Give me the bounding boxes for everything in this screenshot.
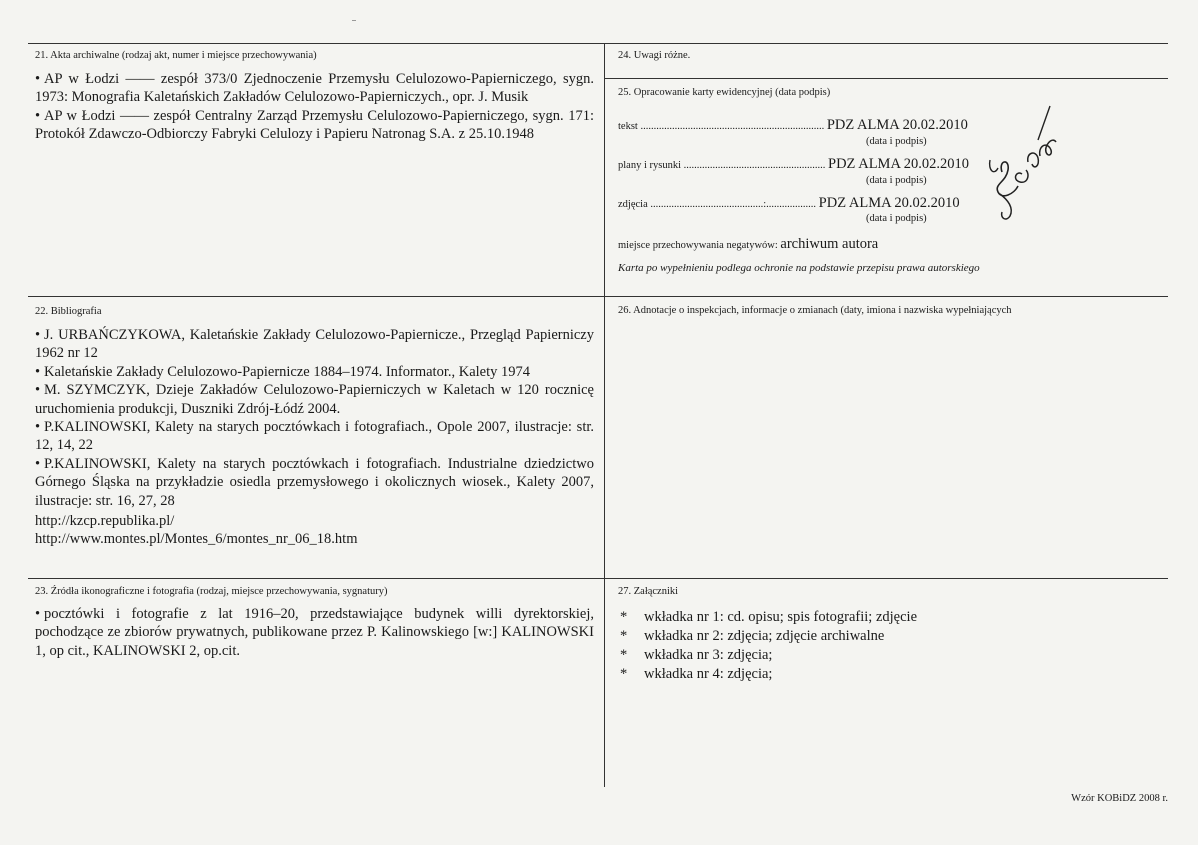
bibliography-item: • Kaletańskie Zakłady Celulozowo-Papiernicze 1884–1974. Informator., Kalety 1974 [35,363,531,380]
attachment-item: * wkładka nr 2: zdjęcia; zdjęcie archiwalne [620,628,885,644]
section-25-heading: 25. Opracowanie karty ewidencyjnej (data podpis) [618,87,831,98]
signature [980,100,1075,225]
section-21-body [35,70,594,144]
section-26-heading: 26. Adnotacje o inspekcjach, informacje o zmianach (daty, imiona i nazwiska wypełniających [618,305,1012,316]
divider-row2-row3 [28,578,1168,579]
section-23-body [35,605,594,660]
attachments-list [620,608,917,684]
form-template-label: Wzór KOBiDZ 2008 r. [1071,793,1168,804]
row-tekst: tekst ...................................................................... PDZ ALMA 20.02.2010 [618,117,968,133]
bibliography-item: • P.KALINOWSKI, Kalety na starych pocztówkach i fotografiach. Industrialne dziedzictwo Górnego Śląska na przykładzie osiedla przemysłowego i okolicznych wiosek., Kalety 2007, ilustracje: str. 16, 27, 28 [35,455,594,509]
bibliography-item: • J. URBAŃCZYKOWA, Kaletańskie Zakłady Celulozowo-Papiernicze., Przegląd Papierniczy 1962 nr 12 [35,327,594,362]
top-border [28,43,1168,44]
link-kzcp[interactable]: http://kzcp.republika.pl/ [35,513,175,529]
attachment-item: * wkładka nr 1: cd. opisu; spis fotografii; zdjęcie [620,609,918,625]
section-27-heading: 27. Załączniki [618,586,679,597]
divider-24-25 [604,78,1168,79]
archive-item: • AP w Łodzi —— zespół Centralny Zarząd Przemysłu Celulozowo-Papierniczego, sygn. 171: Protokół Zdawczo-Odbiorczy Fabryki Celulozy i Papieru Natronag S.A. z 25.10.1948 [35,107,594,143]
row-zdjecia: zdjęcia ...........................................:................... PDZ ALMA 20.02.2010 [618,195,960,211]
scan-mark [352,20,356,21]
caption-plany: (data i podpis) [866,175,927,186]
center-divider [604,43,605,787]
attachment-item: * wkładka nr 4: zdjęcia; [620,666,773,682]
archive-item: • AP w Łodzi —— zespół 373/0 Zjednoczenie Przemysłu Celulozowo-Papierniczego, sygn. 1973: Monografia Kaletańskich Zakładów Celulozowo-Papierniczych., opr. J. Musik [35,71,594,106]
caption-tekst: (data i podpis) [866,136,927,147]
section-21-heading: 21. Akta archiwalne (rodzaj akt, numer i miejsce przechowywania) [35,50,317,61]
section-22-heading: 22. Bibliografia [35,306,102,317]
section-24-heading: 24. Uwagi różne. [618,50,691,61]
bibliography-list [35,326,594,510]
divider-row1-row2 [28,296,1168,297]
negatives-location: miejsce przechowywania negatywów: archiwum autora [618,236,879,252]
attachment-item: * wkładka nr 3: zdjęcia; [620,647,773,663]
copyright-note: Karta po wypełnieniu podlega ochronie na podstawie przepisu prawa autorskiego [618,262,980,274]
row-plany: plany i rysunki ...................................................... PDZ ALMA 20.02.2010 [618,156,969,172]
bibliography-item: • P.KALINOWSKI, Kalety na starych pocztówkach i fotografiach., Opole 2007, ilustracje: str. 12, 14, 22 [35,419,594,454]
link-montes[interactable]: http://www.montes.pl/Montes_6/montes_nr_06_18.htm [35,531,358,547]
iconography-item: • pocztówki i fotografie z lat 1916–20, przedstawiające budynek willi dyrektorskiej, pochodzące ze zbiorów prywatnych, publikowane przez P. Kalinowskiego [w:] KALINOWSKI 1, op cit., KALINOWSKI 2, op.cit. [35,606,594,659]
section-23-heading: 23. Źródła ikonograficzne i fotografia (rodzaj, miejsce przechowywania, sygnatury) [35,586,388,597]
bibliography-item: • M. SZYMCZYK, Dzieje Zakładów Celulozowo-Papierniczych w Kaletach w 120 rocznicę uruchomienia produkcji, Duszniki Zdrój-Łódź 2004. [35,382,594,417]
caption-zdjecia: (data i podpis) [866,213,927,224]
